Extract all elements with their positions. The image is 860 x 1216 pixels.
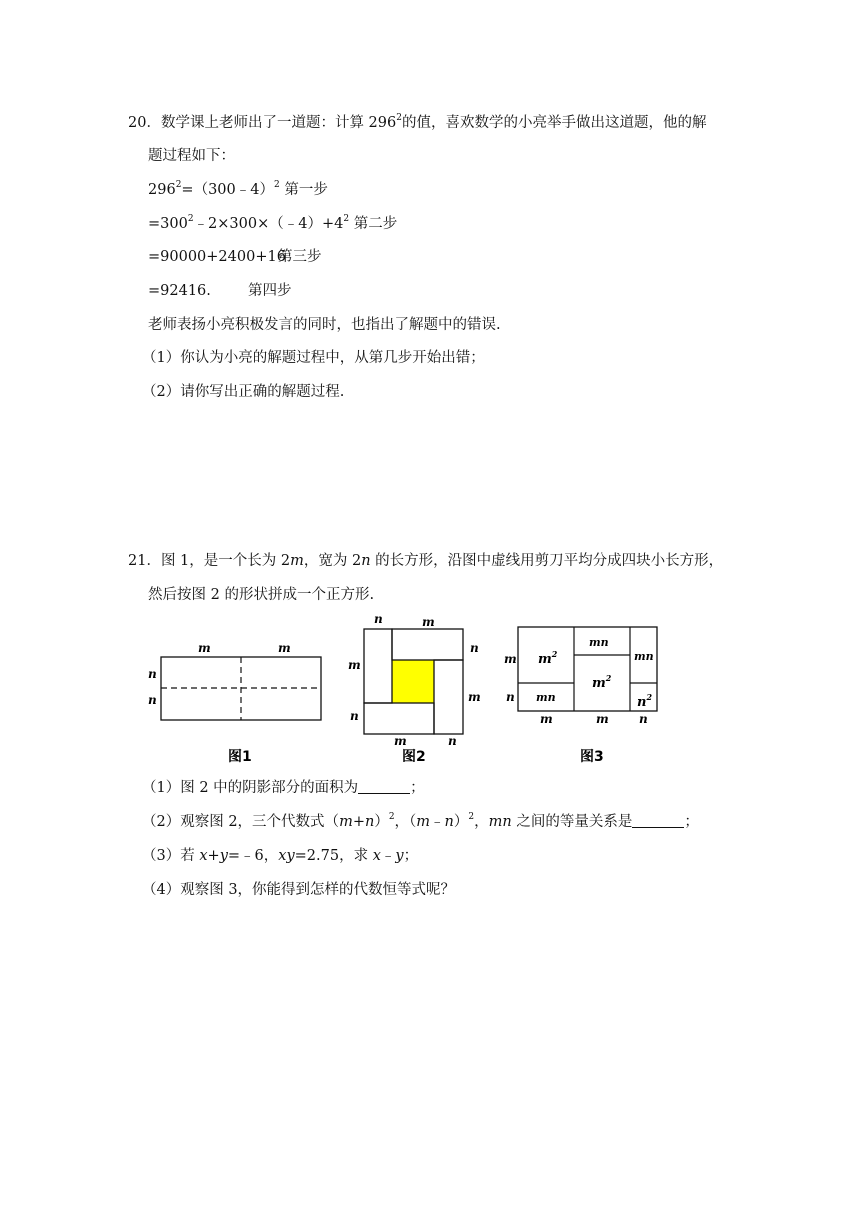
q21-text: 图 1，是一个长为 2: [160, 553, 291, 569]
q21-sub-4: （4）观察图 3，你能得到怎样的代数恒等式呢？: [142, 882, 456, 898]
operator: ﹣: [430, 814, 445, 830]
q21-line-2: 然后按图 2 的形状拼成一个正方形.: [148, 587, 375, 603]
var-m: m: [339, 814, 353, 830]
fig2-rect-left: [364, 629, 392, 703]
fig3-label-m: m: [504, 652, 517, 666]
q20-step-1: [148, 180, 328, 200]
step-label: 第一步: [279, 182, 328, 198]
q21-text: ；: [684, 814, 699, 830]
figure-1: [140, 630, 340, 774]
operator: +: [207, 848, 220, 864]
q21-sub-3: [142, 846, 418, 866]
var-mn: mn: [488, 814, 512, 830]
step-text: 296: [148, 182, 176, 198]
q21-text: （1）图 2 中的阴影部分的面积为: [142, 780, 359, 796]
fig2-label-m: m: [422, 615, 435, 629]
fig2-label-m: m: [394, 734, 407, 748]
fig1-label-n: n: [148, 693, 157, 707]
q21-text: 的长方形，沿图中虚线用剪刀平均分成四块小长方形，: [370, 553, 724, 569]
step-label: 第二步: [349, 216, 398, 232]
step-text: =（300﹣4）: [181, 182, 274, 198]
superscript: 2: [343, 214, 350, 225]
step-text: =300: [148, 216, 188, 232]
step-text: ﹣2×300×（﹣4）+4: [193, 216, 344, 232]
q20-text: 数学课上老师出了一道题：计算 296: [160, 115, 397, 131]
q21-text: ）: [374, 814, 389, 830]
superscript: 2: [388, 812, 395, 823]
var-m: m: [416, 814, 431, 830]
superscript: 2: [175, 180, 182, 191]
var-x: x: [372, 848, 381, 864]
var-y: y: [395, 848, 404, 864]
var-y: y: [219, 848, 228, 864]
q21-text: ，: [474, 814, 489, 830]
fig2-shaded-square: [392, 660, 434, 703]
q20-step-3: [148, 247, 322, 267]
var-xy: xy: [278, 848, 295, 864]
fig3-label-m: m: [596, 712, 609, 726]
superscript: 2: [468, 812, 475, 823]
fig3-cell-m2: $m^2$: [538, 649, 558, 667]
q21-line-1: [128, 551, 723, 571]
step-text: =92416.: [148, 283, 211, 299]
step-label: 第四步: [248, 283, 292, 299]
q21-text: =2.75，求: [294, 848, 373, 864]
fig2-label-n: n: [350, 709, 359, 723]
fig2-label-n: n: [470, 641, 479, 655]
fig2-rect-right: [434, 660, 463, 734]
fig3-cell-n2: $n^2$: [637, 692, 653, 710]
q20-step-4: [148, 281, 292, 301]
superscript: 2: [396, 113, 402, 124]
fig3-cell-mn: mn: [589, 636, 609, 649]
operator: ﹣: [380, 848, 396, 864]
fig2-rect-top: [392, 629, 463, 660]
fig3-label-n: n: [639, 712, 648, 726]
fig3-cell-mn: mn: [634, 650, 654, 663]
q20-line-1: [128, 113, 706, 133]
fig2-label-m: m: [348, 658, 361, 672]
q21-text: ；: [403, 848, 419, 864]
q20-sub-1: （1）你认为小亮的解题过程中，从第几步开始出错；: [142, 350, 485, 366]
q21-number: 21．: [128, 553, 161, 569]
q21-text: （2）观察图 2，三个代数式（: [142, 814, 340, 830]
q21-text: ）: [453, 814, 469, 830]
q21-text: ，（: [394, 814, 417, 830]
fig2-caption: 图2: [402, 749, 426, 762]
figure-3: [500, 615, 680, 769]
q20-praise: 老师表扬小亮积极发言的同时，也指出了解题中的错误.: [148, 317, 501, 333]
fig1-label-m: m: [278, 641, 291, 655]
step-text: =90000+2400+16: [148, 249, 286, 265]
q20-step-2: [148, 214, 397, 234]
q20-sub-2: （2）请你写出正确的解题过程.: [142, 384, 345, 400]
q21-text: =﹣6，: [227, 848, 279, 864]
fig2-label-n: n: [448, 734, 457, 748]
q21-text: ；: [410, 780, 425, 796]
var-n: n: [361, 553, 371, 569]
fig3-label-m: m: [540, 712, 553, 726]
fig2-label-n: n: [374, 612, 383, 626]
var-n: n: [364, 814, 375, 830]
answer-blank[interactable]: [632, 813, 684, 828]
operator: +: [352, 814, 365, 830]
q20-line-2: 题过程如下：: [148, 148, 235, 164]
q21-text: ，宽为 2: [303, 553, 362, 569]
q21-sub-1: [142, 778, 425, 798]
var-x: x: [199, 848, 208, 864]
q21-sub-2: [142, 812, 699, 832]
q20-number: 20．: [128, 115, 161, 131]
q20-text: 的值，喜欢数学的小亮举手做出这道题，他的解: [401, 115, 707, 131]
q21-text: 之间的等量关系是: [511, 814, 633, 830]
fig2-rect-bottom: [364, 703, 434, 734]
var-m: m: [290, 553, 304, 569]
q21-text: （3）若: [142, 848, 200, 864]
var-n: n: [444, 814, 454, 830]
superscript: 2: [273, 180, 280, 191]
fig1-caption: 图1: [228, 749, 252, 765]
step-label: 第三步: [278, 249, 322, 265]
fig3-cell-mn: mn: [536, 691, 556, 704]
fig3-label-n: n: [506, 690, 515, 704]
answer-blank[interactable]: [358, 779, 410, 794]
fig1-label-n: n: [148, 667, 157, 681]
superscript: 2: [187, 214, 194, 225]
fig2-label-m: m: [468, 690, 481, 704]
figure-2: [344, 612, 494, 766]
fig3-caption: 图3: [580, 749, 604, 765]
fig1-label-m: m: [198, 641, 211, 655]
fig3-cell-m2: $m^2$: [592, 673, 612, 691]
